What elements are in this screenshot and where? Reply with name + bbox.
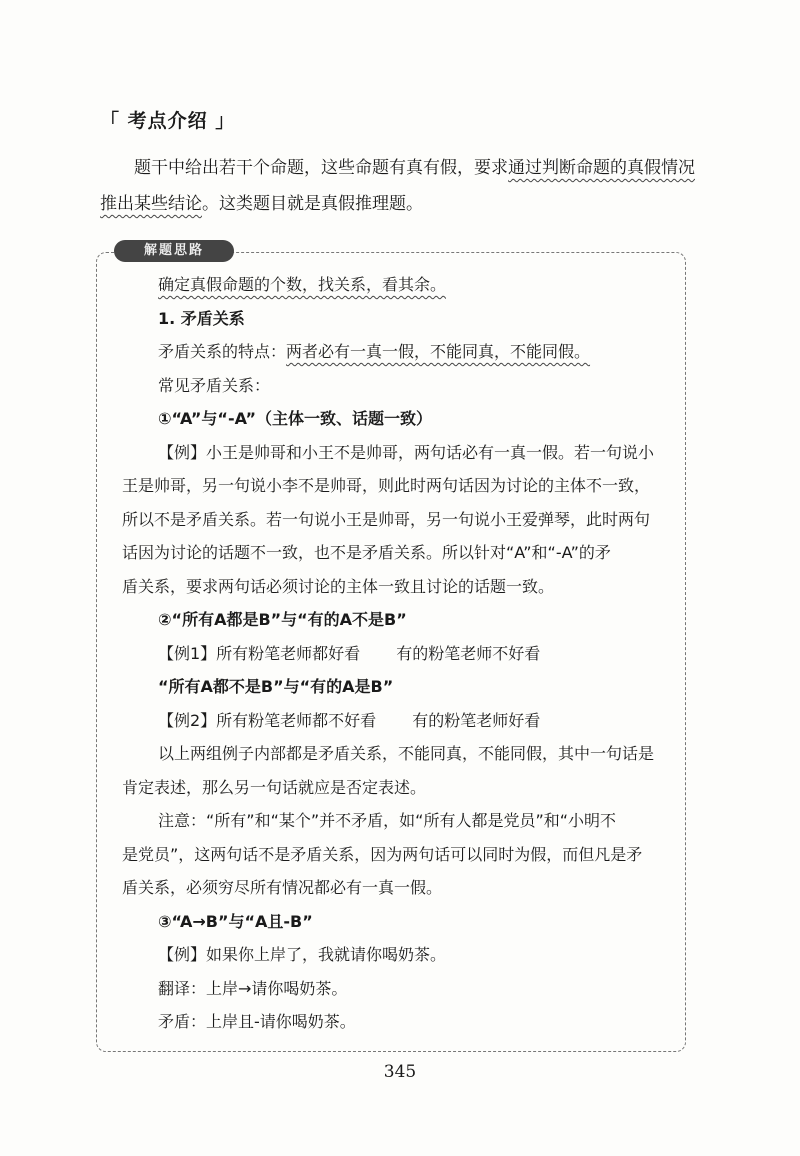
- example1-line: 话因为讨论的话题不一致，也不是矛盾关系。所以针对“A”和“-A”的矛: [122, 543, 611, 562]
- intro-paragraph: [100, 150, 700, 222]
- note-line: 盾关系，必须穷尽所有情况都必有一真一假。: [122, 878, 443, 897]
- example2b-right: 有的粉笔老师好看: [412, 710, 541, 730]
- example1-line: 盾关系，要求两句话必须讨论的主体一致且讨论的话题一致。: [122, 576, 555, 596]
- page-number: 345: [383, 1062, 417, 1082]
- example1-line: 所以不是矛盾关系。若一句说小王是帅哥，另一句说小王爱弹琴，此时两句: [122, 509, 651, 529]
- example1-line: 王是帅哥，另一句说小李不是帅哥，则此时两句话因为讨论的主体不一致，: [122, 476, 651, 495]
- contradiction-line: 矛盾：上岸且-请你喝奶茶。: [158, 1012, 356, 1031]
- heading-contradiction: 1. 矛盾关系: [158, 308, 245, 328]
- example1-line: 【例】小王是帅哥和小王不是帅哥，两句话必有一真一假。若一句说小: [158, 442, 655, 462]
- example2b-line: [122, 704, 662, 738]
- intro-text-end: 。这类题目就是真假推理题。: [202, 194, 423, 214]
- note-line: 是党员”，这两句话不是矛盾关系，因为两句话可以同时为假，而但凡是矛: [122, 844, 643, 864]
- translate-line: 翻译：上岸→请你喝奶茶。: [158, 978, 348, 998]
- intro-text: 题干中给出若干个命题，这些命题有真有假，要求: [134, 158, 508, 178]
- example3-line: 【例】如果你上岸了，我就请你喝奶茶。: [158, 945, 447, 964]
- principle-text: 确定真假命题的个数，找关系，看其余。: [158, 275, 447, 294]
- feature-text: 两者必有一真一假，不能同真，不能同假。: [286, 342, 591, 361]
- item2-title: ②“所有A都是B”与“有的A不是B”: [158, 610, 407, 629]
- feature-line: [122, 335, 662, 369]
- example2a-line: [122, 637, 662, 671]
- section-title: 「 考点介绍 」: [100, 110, 236, 132]
- method-box-tag: 解题思路: [114, 240, 234, 262]
- feature-label: 矛盾关系的特点：: [158, 342, 287, 361]
- summary-line: 肯定表述，那么另一句话就应是否定表述。: [122, 777, 427, 797]
- intro-underlined-text: 通过判断命题的真假情况推出某些结论: [100, 158, 695, 214]
- example2a-right: 有的粉笔老师不好看: [396, 643, 541, 663]
- item2b-title: “所有A都不是B”与“有的A是B”: [158, 677, 394, 696]
- summary-line: 以上两组例子内部都是矛盾关系，不能同真，不能同假，其中一句话是: [158, 744, 655, 763]
- item3-title: ③“A→B”与“A且-B”: [158, 911, 313, 931]
- note-line: 注意：“所有”和“某个”并不矛盾，如“所有人都是党员”和“小明不: [158, 811, 617, 830]
- example2b-left: 【例2】所有粉笔老师都不好看: [158, 710, 377, 730]
- method-box-content: [122, 268, 662, 1039]
- example2a-left: 【例1】所有粉笔老师都好看: [158, 643, 361, 663]
- item1-title: ①“A”与“-A”（主体一致、话题一致）: [158, 409, 433, 428]
- common-label: 常见矛盾关系：: [158, 375, 271, 395]
